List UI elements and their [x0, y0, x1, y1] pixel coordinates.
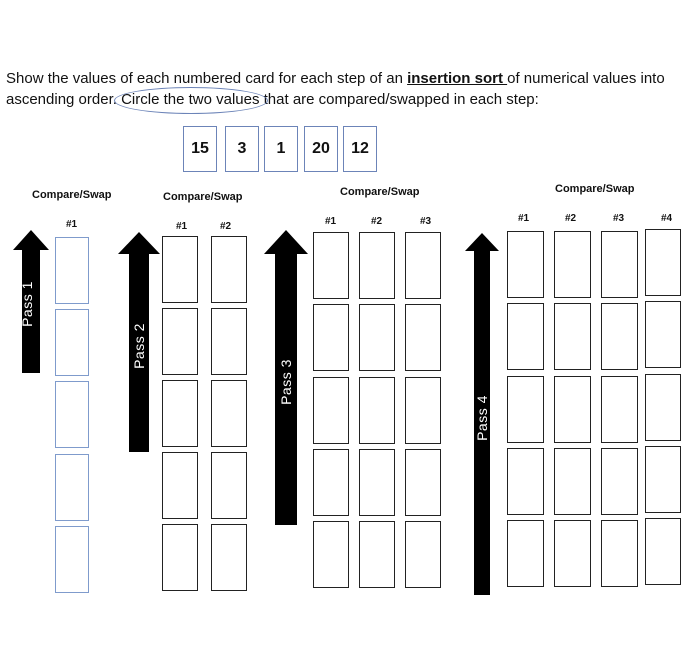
number-card: 15: [183, 126, 217, 172]
answer-box[interactable]: [162, 524, 198, 591]
answer-box[interactable]: [55, 237, 89, 304]
answer-box[interactable]: [405, 304, 441, 371]
answer-box[interactable]: [162, 308, 198, 375]
pass-3-header: Compare/Swap: [340, 186, 420, 198]
answer-box[interactable]: [554, 376, 591, 443]
pass-3-col-3-label: #3: [420, 216, 432, 227]
pass-2-col-1-label: #1: [176, 221, 188, 232]
number-card: 20: [304, 126, 338, 172]
answer-box[interactable]: [405, 521, 441, 588]
answer-box[interactable]: [645, 229, 681, 296]
answer-box[interactable]: [359, 449, 395, 516]
answer-box[interactable]: [507, 303, 544, 370]
answer-box[interactable]: [601, 231, 638, 298]
answer-box[interactable]: [507, 520, 544, 587]
instructions-line-1: Show the values of each numbered card for each step of an insertion sort of numerical values into: [6, 70, 665, 87]
answer-box[interactable]: [359, 232, 395, 299]
answer-box[interactable]: [359, 521, 395, 588]
pass-1-col-1-label: #1: [66, 219, 78, 230]
pass-3-col-1-label: #1: [325, 216, 337, 227]
pass-2-label: Pass 2: [131, 323, 147, 369]
number-card: 1: [264, 126, 298, 172]
answer-box[interactable]: [55, 309, 89, 376]
pass-4-col-3-label: #3: [613, 213, 625, 224]
pass-2-col-2-label: #2: [220, 221, 232, 232]
answer-box[interactable]: [211, 452, 247, 519]
answer-box[interactable]: [359, 377, 395, 444]
answer-box[interactable]: [554, 520, 591, 587]
answer-box[interactable]: [211, 524, 247, 591]
answer-box[interactable]: [554, 231, 591, 298]
number-card: 3: [225, 126, 259, 172]
pass-3-col-2-label: #2: [371, 216, 383, 227]
answer-box[interactable]: [507, 231, 544, 298]
pass-4-header: Compare/Swap: [555, 183, 635, 195]
pass-4-label: Pass 4: [474, 395, 490, 441]
answer-box[interactable]: [313, 449, 349, 516]
insertion-sort-term: insertion sort: [407, 70, 508, 87]
answer-box[interactable]: [405, 232, 441, 299]
answer-box[interactable]: [601, 520, 638, 587]
answer-box[interactable]: [313, 232, 349, 299]
answer-box[interactable]: [554, 303, 591, 370]
answer-box[interactable]: [211, 236, 247, 303]
answer-box[interactable]: [601, 376, 638, 443]
answer-box[interactable]: [359, 304, 395, 371]
answer-box[interactable]: [507, 448, 544, 515]
answer-box[interactable]: [507, 376, 544, 443]
answer-box[interactable]: [313, 304, 349, 371]
pass-2-header: Compare/Swap: [163, 191, 243, 203]
pass-4-col-1-label: #1: [518, 213, 530, 224]
answer-box[interactable]: [405, 449, 441, 516]
answer-box[interactable]: [645, 446, 681, 513]
answer-box[interactable]: [645, 374, 681, 441]
answer-box[interactable]: [55, 526, 89, 593]
answer-box[interactable]: [645, 301, 681, 368]
answer-box[interactable]: [601, 303, 638, 370]
pass-1-label: Pass 1: [19, 281, 35, 327]
answer-box[interactable]: [554, 448, 591, 515]
pass-4-col-2-label: #2: [565, 213, 577, 224]
answer-box[interactable]: [211, 308, 247, 375]
circle-annotation: [114, 87, 268, 114]
answer-box[interactable]: [645, 518, 681, 585]
answer-box[interactable]: [405, 377, 441, 444]
answer-box[interactable]: [601, 448, 638, 515]
pass-3-label: Pass 3: [278, 359, 294, 405]
answer-box[interactable]: [313, 521, 349, 588]
instructions-text: [6, 68, 696, 110]
answer-box[interactable]: [162, 452, 198, 519]
number-card: 12: [343, 126, 377, 172]
pass-1-header: Compare/Swap: [32, 189, 112, 201]
answer-box[interactable]: [162, 236, 198, 303]
answer-box[interactable]: [55, 454, 89, 521]
instructions-line-2: ascending order. Circle the two values that are compared/swapped in each step:: [6, 91, 539, 108]
pass-4-col-4-label: #4: [661, 213, 673, 224]
answer-box[interactable]: [211, 380, 247, 447]
answer-box[interactable]: [313, 377, 349, 444]
answer-box[interactable]: [55, 381, 89, 448]
answer-box[interactable]: [162, 380, 198, 447]
